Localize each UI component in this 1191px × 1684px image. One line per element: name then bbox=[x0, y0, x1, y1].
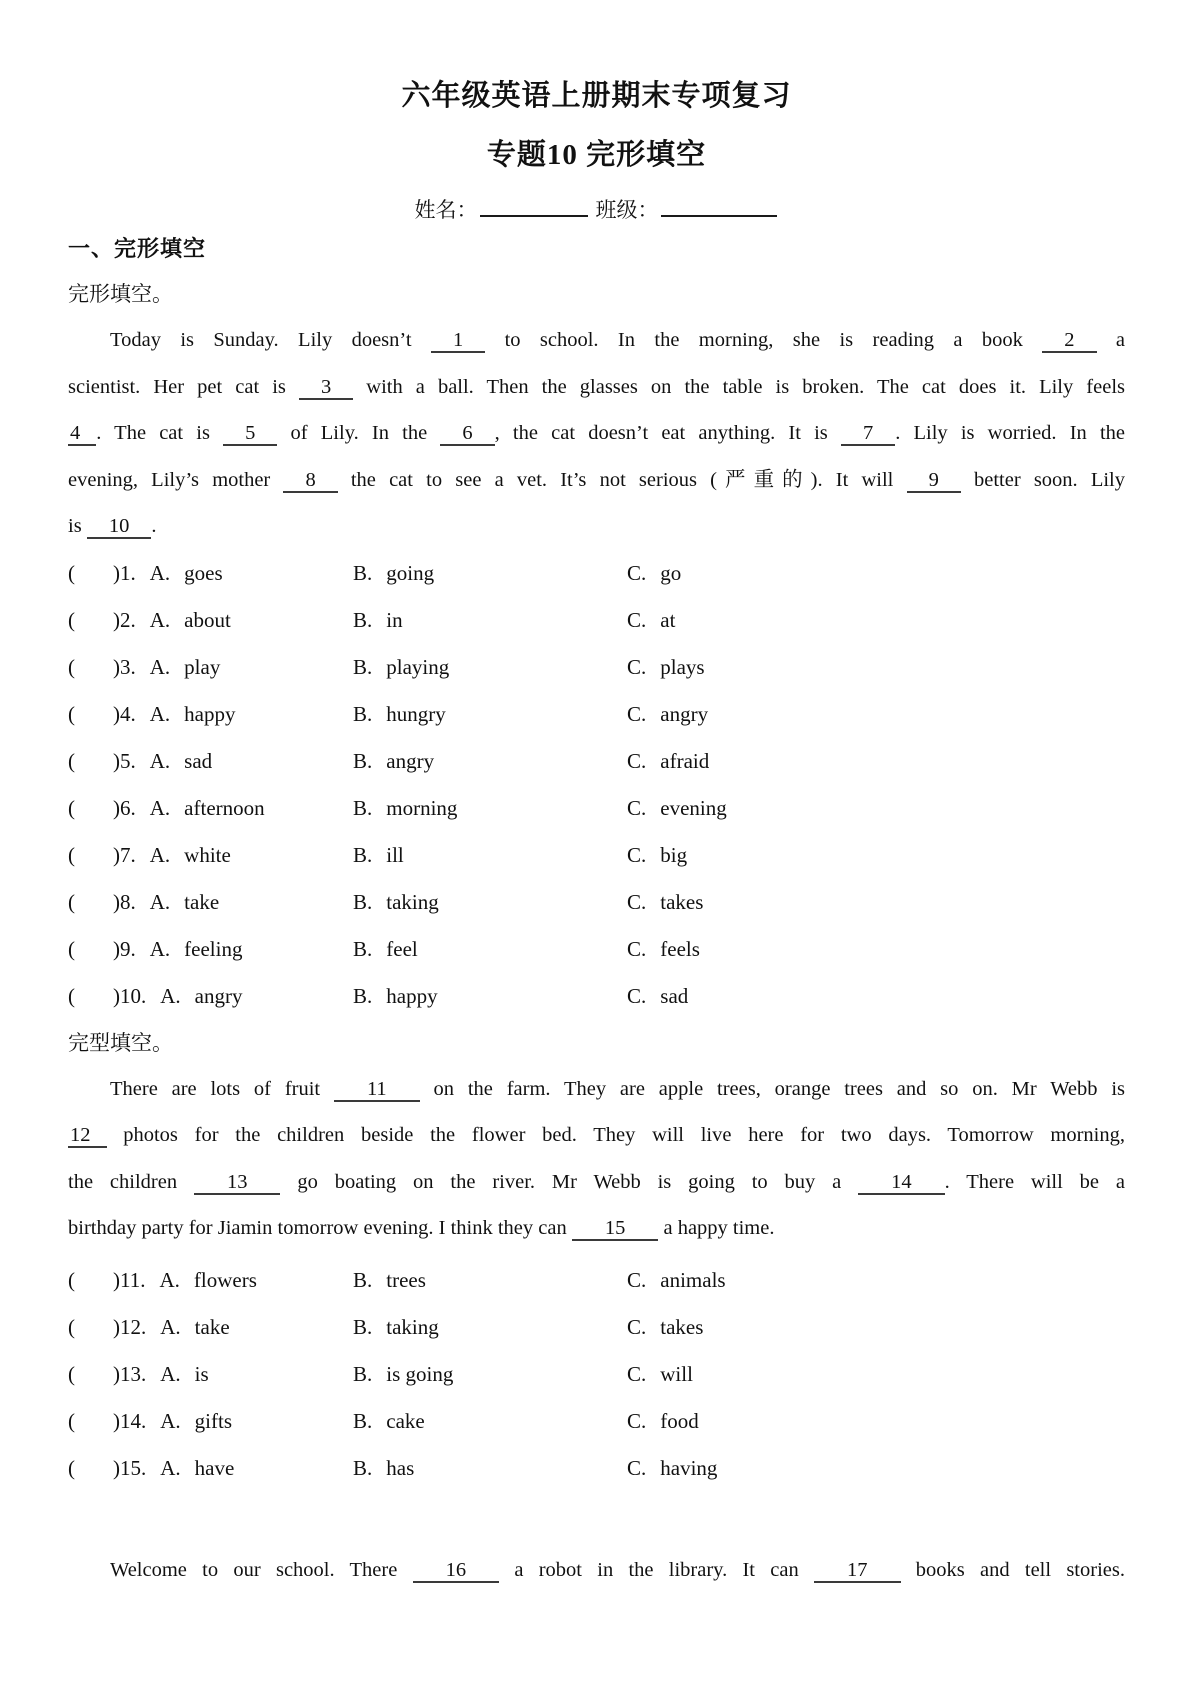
question-2-option-b: B. in bbox=[353, 607, 403, 632]
question-11-option-b: B. trees bbox=[353, 1267, 426, 1292]
question-12-option-c: C. takes bbox=[627, 1314, 704, 1339]
question-11-option-a: ( )11. A. flowers bbox=[68, 1267, 257, 1292]
cloze-blank-7: 7 bbox=[841, 422, 895, 446]
question-row-13 bbox=[68, 1351, 1125, 1398]
question-6-option-a: ( )6. A. afternoon bbox=[68, 795, 265, 820]
question-15-option-c: C. having bbox=[627, 1455, 718, 1480]
question-6-option-b: B. morning bbox=[353, 795, 458, 820]
question-5-option-c: C. afraid bbox=[627, 748, 710, 773]
passage-line: Today is Sunday. Lily doesn’t 1 to school. In the morning, she is reading a book 2 a bbox=[110, 329, 1125, 351]
question-15-option-b: B. has bbox=[353, 1455, 415, 1480]
question-5-option-a: ( )5. A. sad bbox=[68, 748, 213, 773]
cloze-blank-3: 3 bbox=[299, 376, 353, 400]
instruction-1: 完形填空。 bbox=[68, 282, 173, 306]
class-label: 班级： bbox=[595, 198, 659, 222]
question-7-option-c: C. big bbox=[627, 842, 688, 867]
question-row-6 bbox=[68, 785, 1125, 832]
section-heading: 一、完形填空 bbox=[68, 236, 207, 261]
question-10-option-c: C. sad bbox=[627, 983, 689, 1008]
passage-line: the children 13 go boating on the river. Mr Webb is going to buy a 14 . There will be a bbox=[68, 1170, 1125, 1193]
question-row-8 bbox=[68, 879, 1125, 926]
question-row-7 bbox=[68, 832, 1125, 879]
passage-line: evening, Lily’s mother 8 the cat to see a vet. It’s not serious (严重的). It will 9 better soon. Lily bbox=[68, 468, 1126, 491]
question-10-option-b: B. happy bbox=[353, 983, 438, 1008]
question-row-4 bbox=[68, 691, 1125, 738]
instruction-2: 完型填空。 bbox=[68, 1030, 173, 1055]
passage-line: 12 photos for the children beside the flower bed. They will live here for two days. Tomorrow morning, bbox=[70, 1124, 1125, 1146]
question-row-5 bbox=[68, 738, 1125, 785]
cloze-blank-17: 17 bbox=[814, 1559, 901, 1583]
question-13-option-a: ( )13. A. is bbox=[68, 1361, 209, 1386]
cloze-blank-4: 4 bbox=[68, 422, 96, 446]
cloze-blank-11: 11 bbox=[334, 1078, 420, 1102]
question-7-option-b: B. ill bbox=[353, 842, 404, 867]
question-8-option-c: C. takes bbox=[627, 889, 704, 914]
passage-line: 4 . The cat is 5 of Lily. In the 6 , the cat doesn’t eat anything. It is 7 . Lily is worried. In the bbox=[70, 422, 1126, 444]
cloze-blank-8: 8 bbox=[283, 469, 337, 493]
cloze-blank-6: 6 bbox=[440, 422, 494, 446]
question-8-option-b: B. taking bbox=[353, 889, 439, 914]
question-1-option-c: C. go bbox=[627, 560, 682, 585]
question-9-option-c: C. feels bbox=[627, 936, 700, 961]
passage-line: Welcome to our school. There 16 a robot in the library. It can 17 books and tell stories. bbox=[110, 1558, 1125, 1581]
question-13-option-c: C. will bbox=[627, 1361, 693, 1386]
cloze-passage-3 bbox=[68, 1547, 1125, 1594]
question-9-option-a: ( )9. A. feeling bbox=[68, 936, 243, 961]
question-group-2 bbox=[68, 1257, 1125, 1492]
doc-subtitle: 专题10 完形填空 bbox=[486, 139, 707, 171]
passage-line: is 10 . bbox=[68, 515, 157, 537]
cloze-blank-13: 13 bbox=[194, 1171, 281, 1195]
question-11-option-c: C. animals bbox=[627, 1267, 726, 1292]
cloze-blank-5: 5 bbox=[223, 422, 277, 446]
question-14-option-b: B. cake bbox=[353, 1408, 425, 1433]
question-4-option-a: ( )4. A. happy bbox=[68, 701, 236, 726]
doc-title: 六年级英语上册期末专项复习 bbox=[401, 80, 792, 112]
name-blank-line bbox=[480, 215, 588, 217]
class-blank-line bbox=[661, 215, 777, 217]
question-4-option-c: C. angry bbox=[627, 701, 709, 726]
question-row-9 bbox=[68, 926, 1125, 973]
question-7-option-a: ( )7. A. white bbox=[68, 842, 231, 867]
question-12-option-b: B. taking bbox=[353, 1314, 439, 1339]
name-label: 姓名： bbox=[414, 198, 478, 222]
question-row-12 bbox=[68, 1304, 1125, 1351]
cloze-blank-15: 15 bbox=[572, 1217, 659, 1241]
cloze-blank-16: 16 bbox=[413, 1559, 500, 1583]
cloze-blank-12: 12 bbox=[68, 1124, 107, 1148]
question-2-option-c: C. at bbox=[627, 607, 676, 632]
cloze-blank-9: 9 bbox=[907, 469, 961, 493]
question-4-option-b: B. hungry bbox=[353, 701, 446, 726]
question-row-15 bbox=[68, 1445, 1125, 1492]
question-3-option-a: ( )3. A. play bbox=[68, 654, 221, 679]
question-10-option-a: ( )10. A. angry bbox=[68, 983, 243, 1008]
question-1-option-a: ( )1. A. goes bbox=[68, 560, 223, 585]
question-6-option-c: C. evening bbox=[627, 795, 727, 820]
question-3-option-b: B. playing bbox=[353, 654, 450, 679]
question-1-option-b: B. going bbox=[353, 560, 435, 585]
question-14-option-a: ( )14. A. gifts bbox=[68, 1408, 233, 1433]
question-2-option-a: ( )2. A. about bbox=[68, 607, 231, 632]
question-5-option-b: B. angry bbox=[353, 748, 435, 773]
question-14-option-c: C. food bbox=[627, 1408, 699, 1433]
cloze-blank-1: 1 bbox=[431, 329, 485, 353]
question-12-option-a: ( )12. A. take bbox=[68, 1314, 230, 1339]
question-row-11 bbox=[68, 1257, 1125, 1304]
question-group-1 bbox=[68, 550, 1125, 1020]
question-row-10 bbox=[68, 973, 1125, 1020]
cloze-blank-14: 14 bbox=[858, 1171, 945, 1195]
question-row-14 bbox=[68, 1398, 1125, 1445]
question-row-3 bbox=[68, 644, 1125, 691]
cloze-passage-1 bbox=[68, 317, 1125, 550]
question-3-option-c: C. plays bbox=[627, 654, 705, 679]
question-8-option-a: ( )8. A. take bbox=[68, 889, 220, 914]
question-row-2 bbox=[68, 597, 1125, 644]
passage-line: scientist. Her pet cat is 3 with a ball. Then the glasses on the table is broken. The cat does it. Lily feels bbox=[68, 375, 1125, 398]
question-9-option-b: B. feel bbox=[353, 936, 418, 961]
passage-line: There are lots of fruit 11 on the farm. They are apple trees, orange trees and so on. Mr Webb is bbox=[110, 1077, 1125, 1100]
passage-line: birthday party for Jiamin tomorrow evening. I think they can 15 a happy time. bbox=[68, 1217, 775, 1239]
cloze-blank-2: 2 bbox=[1042, 329, 1096, 353]
question-13-option-b: B. is going bbox=[353, 1361, 454, 1386]
cloze-passage-2 bbox=[68, 1066, 1125, 1252]
cloze-blank-10: 10 bbox=[87, 515, 152, 539]
question-row-1 bbox=[68, 550, 1125, 597]
name-class-line bbox=[68, 195, 1125, 225]
question-15-option-a: ( )15. A. have bbox=[68, 1455, 235, 1480]
